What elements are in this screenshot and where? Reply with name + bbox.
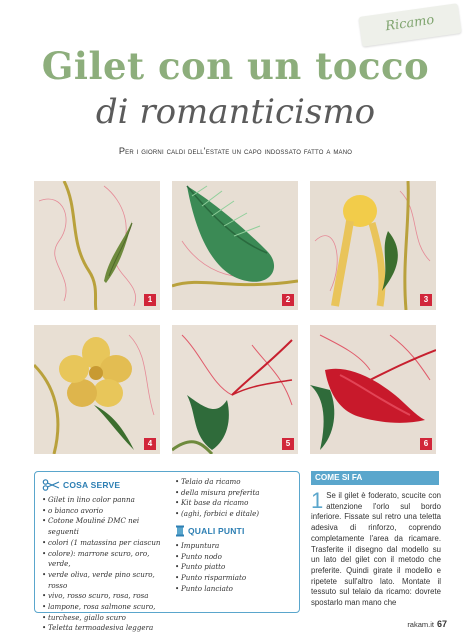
list-item: • verde oliva, verde pino scuro, rosso — [42, 570, 166, 591]
instructions-paragraph: Se il gilet è foderato, scucite con attenzione l'orlo sul bordo inferiore. Fissate sul retro una teletta adesiva di rinforzo, coprendo completamente l'area da ricamare. Trasferite il disegno dal modello su un lato del gilet con il metodo che preferite. Quindi girate il modello e ripetete sull'altro lato. Montate il tessuto sul telaio da ricamo: dovrete spostarlo man mano che — [311, 491, 441, 608]
list-item: • Cotone Mouliné DMC nei seguenti — [42, 516, 166, 537]
quali-punti-header — [175, 525, 297, 537]
stitches-list — [175, 541, 297, 595]
step-photo-3 — [310, 181, 436, 310]
embroidery-step-stem-leaf-icon — [34, 181, 160, 310]
page-subtitle: Per i giorni caldi dell'estate un capo indossato fatto a mano — [118, 146, 353, 156]
list-item: • Punto risparmiato — [175, 573, 297, 584]
step-number-badge: 3 — [420, 294, 432, 306]
list-item: • Kit base da ricamo — [175, 498, 297, 509]
embroidery-step-yellow-flower-icon — [34, 325, 160, 454]
list-item: • Teletta termoadesiva leggera — [42, 623, 166, 634]
step-photo-4 — [34, 325, 160, 454]
list-item: • della misura preferita — [175, 488, 297, 499]
list-item: • colori (1 matassina per ciascun — [42, 538, 166, 549]
footer-site: rakam.it — [407, 620, 434, 629]
list-item: • Punto lanciato — [175, 584, 297, 595]
materials-list — [42, 495, 166, 634]
cosa-serve-heading: COSA SERVE — [63, 480, 121, 490]
materials-list-continued — [175, 477, 297, 520]
instructions-text — [311, 488, 441, 609]
list-item: • vivo, rosso scuro, rosa, rosa — [42, 591, 166, 602]
scissors-icon — [42, 479, 60, 491]
page-title-line1: Gilet con un tocco — [41, 44, 430, 88]
page-number: 67 — [436, 619, 447, 629]
step-photo-6 — [310, 325, 436, 454]
step-number-badge: 1 — [144, 294, 156, 306]
page-footer — [407, 619, 447, 629]
step-number-badge: 4 — [144, 438, 156, 450]
list-item: • Punto piatto — [175, 562, 297, 573]
quali-punti-heading: QUALI PUNTI — [188, 525, 245, 536]
page-title-line2: di romanticismo — [95, 92, 376, 132]
materials-box — [34, 471, 300, 633]
step-photo-2 — [172, 181, 298, 310]
list-item: • colore): marrone scuro, oro, verde, — [42, 549, 166, 570]
list-item: • Telaio da ricamo — [175, 477, 297, 488]
step-dropcap: 1 — [311, 488, 324, 513]
materials-column-2 — [175, 477, 297, 594]
step-number-badge: 2 — [282, 294, 294, 306]
cosa-serve-header — [42, 479, 166, 491]
come-si-fa-heading: COME SI FA — [311, 471, 439, 485]
category-tag — [358, 3, 461, 47]
list-item: • turchese, giallo scuro — [42, 613, 166, 624]
embroidery-step-large-leaf-icon — [172, 181, 298, 310]
materials-column-1 — [42, 479, 166, 634]
category-tag-label: Ricamo — [384, 12, 436, 35]
list-item: • Gilet in lino color panna — [42, 495, 166, 506]
list-item: • lampone, rosa salmone scuro, — [42, 602, 166, 613]
list-item: • Punto nodo — [175, 552, 297, 563]
list-item: • (aghi, forbici e ditale) — [175, 509, 297, 520]
thread-spool-icon — [175, 525, 185, 537]
embroidery-step-red-flower-icon — [310, 325, 436, 454]
step-photo-1 — [34, 181, 160, 310]
list-item: • o bianco avorio — [42, 506, 166, 517]
embroidery-step-green-calyx-icon — [172, 325, 298, 454]
list-item: • Impuntura — [175, 541, 297, 552]
step-photo-5 — [172, 325, 298, 454]
step-number-badge: 5 — [282, 438, 294, 450]
embroidery-step-yellow-bud-icon — [310, 181, 436, 310]
step-number-badge: 6 — [420, 438, 432, 450]
